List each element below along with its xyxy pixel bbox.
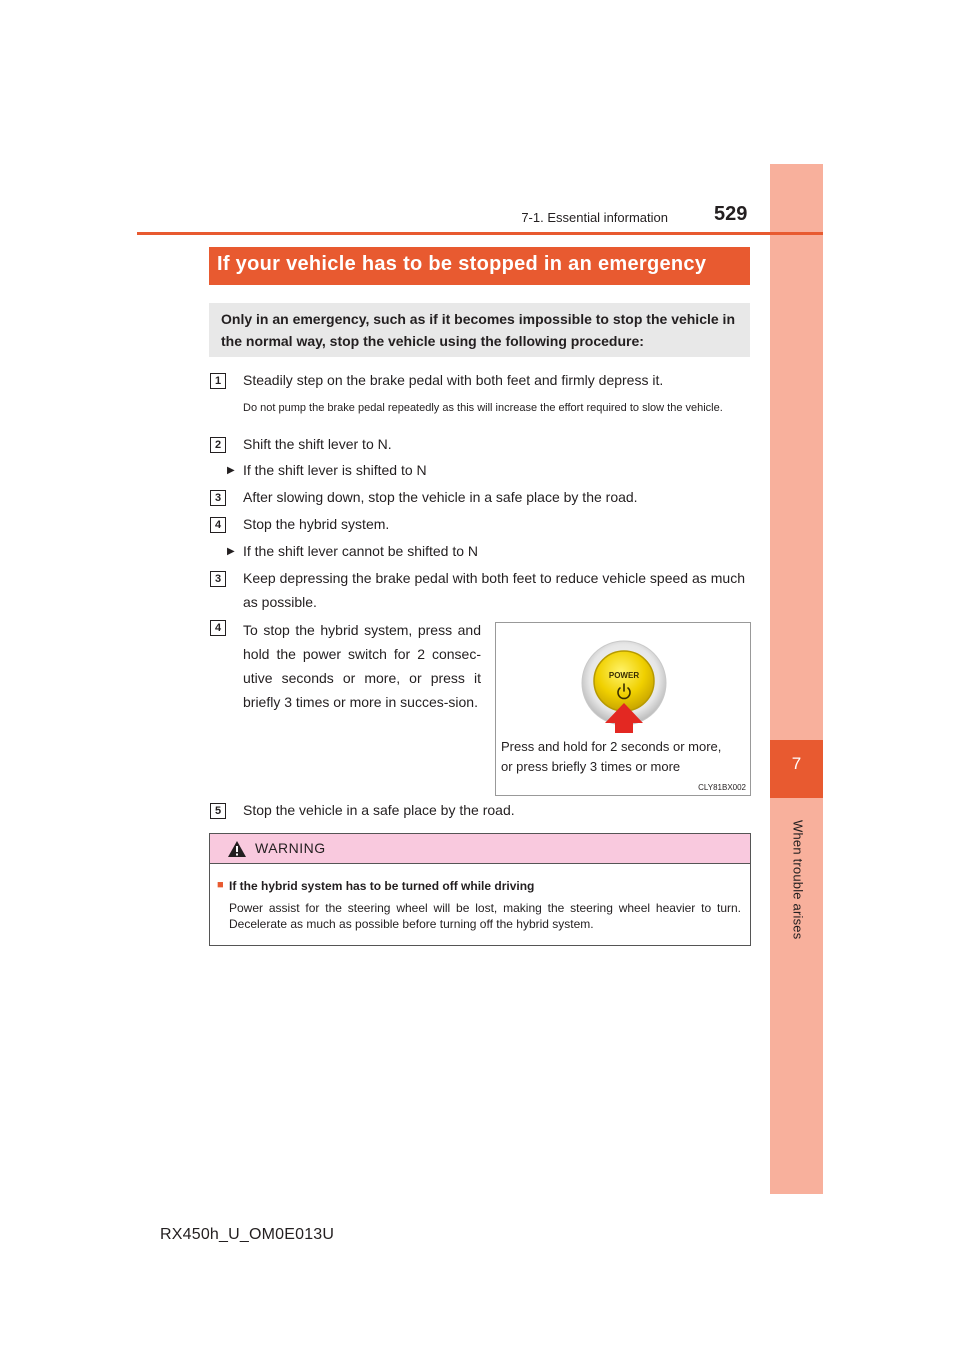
sub-heading: If the shift lever cannot be shifted to N (243, 543, 479, 559)
caption-line: Press and hold for 2 seconds or more, (501, 739, 722, 754)
chapter-side-strip (770, 164, 823, 1194)
step-number: 3 (210, 490, 226, 506)
chapter-title: When trouble arises (790, 820, 806, 940)
step-text: Shift the shift lever to N. (243, 436, 392, 452)
step-number: 1 (210, 373, 226, 389)
warning-header (210, 834, 750, 864)
step-text: Keep depressing the brake pedal with both feet to reduce vehicle speed as much as possible. (243, 570, 745, 610)
triangle-bullet-icon: ▶ (227, 546, 235, 557)
warning-box (209, 833, 751, 946)
square-bullet-icon: ■ (217, 879, 224, 891)
step-text: Stop the vehicle in a safe place by the road. (243, 802, 515, 818)
page-number: 529 (714, 203, 748, 225)
step-number: 4 (210, 620, 226, 636)
warning-triangle-icon (227, 840, 247, 858)
power-switch-figure (495, 622, 751, 796)
step-number: 4 (210, 517, 226, 533)
step-number: 5 (210, 803, 226, 819)
figure-caption (501, 737, 721, 777)
sub-heading: If the shift lever is shifted to N (243, 462, 427, 478)
step-text: To stop the hybrid system, press and hold the power switch for 2 consec-utive seconds or more, or press it briefly 3 times or more in succes-sion. (243, 622, 481, 710)
step-number: 3 (210, 571, 226, 587)
warning-label: WARNING (255, 840, 326, 856)
triangle-bullet-icon: ▶ (227, 465, 235, 476)
section-header: 7-1. Essential information (521, 210, 668, 225)
intro-text: Only in an emergency, such as if it becomes impossible to stop the vehicle in the normal way, stop the vehicle using the following procedure: (221, 311, 735, 349)
svg-text:POWER: POWER (608, 671, 640, 680)
step-note: Do not pump the brake pedal repeatedly as this will increase the effort required to slow the vehicle. (243, 402, 723, 414)
caption-line: or press briefly 3 times or more (501, 759, 681, 774)
warning-subheading: If the hybrid system has to be turned off while driving (229, 879, 535, 893)
step-text: Stop the hybrid system. (243, 516, 390, 532)
header-rule (137, 232, 823, 235)
document-code: RX450h_U_OM0E013U (160, 1226, 335, 1243)
figure-code: CLY81BX002 (698, 783, 746, 792)
chapter-number: 7 (791, 754, 802, 773)
power-button-illustration (496, 623, 750, 733)
chapter-title-vertical (770, 820, 823, 1020)
intro-box (209, 303, 750, 357)
step-text: After slowing down, stop the vehicle in a safe place by the road. (243, 489, 638, 505)
section-title: If your vehicle has to be stopped in an emergency (217, 253, 707, 275)
step-number: 2 (210, 437, 226, 453)
section-title-bar (209, 247, 750, 285)
warning-body: Power assist for the steering wheel will be lost, making the steering wheel heavier to turn. Decelerate as much as possible before turning off the hybrid system. (229, 901, 741, 931)
step-text: Steadily step on the brake pedal with both feet and firmly depress it. (243, 372, 664, 388)
